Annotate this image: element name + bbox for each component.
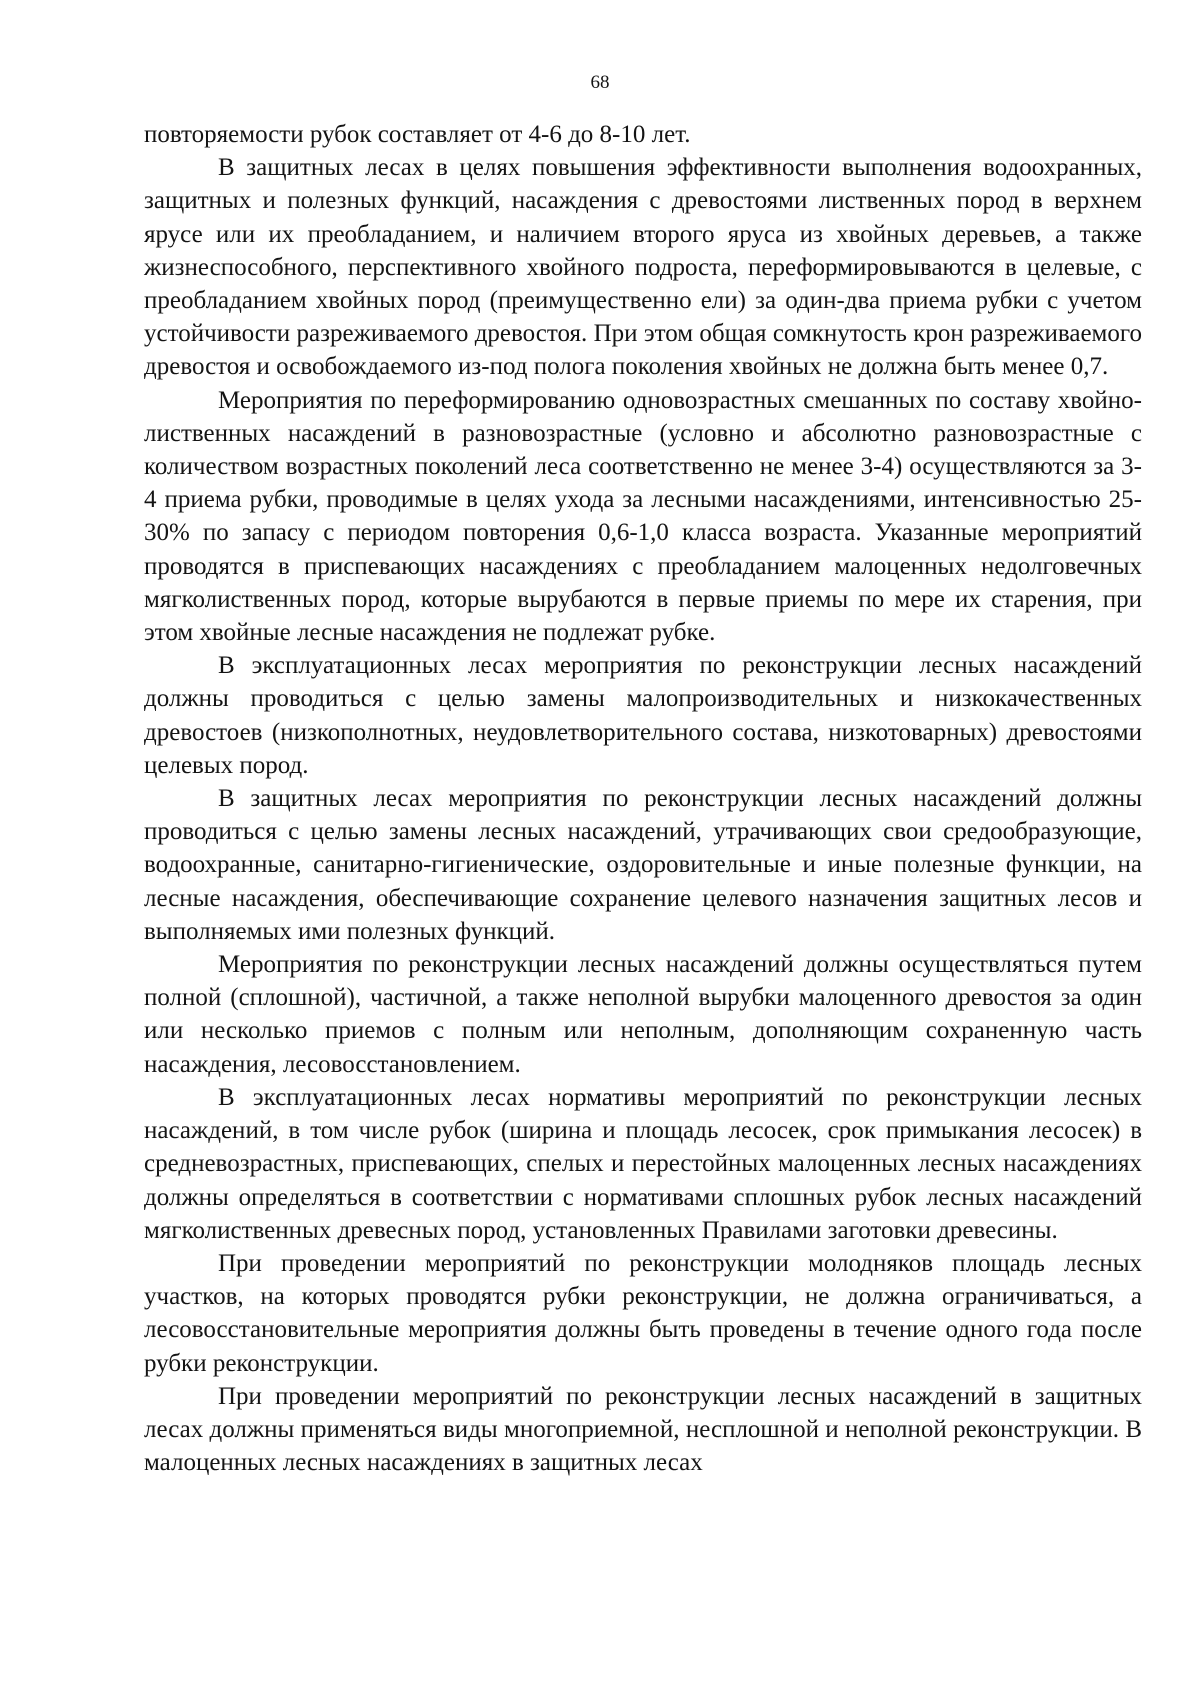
paragraph: В защитных лесах в целях повышения эффективности выполнения водоохранных, защитных и полезных функций, насаждения с древостоями лиственных пород в верхнем ярусе или их преобладанием, и наличием второго яруса из хвойных деревьев, а также жизнеспособного, перспективного хвойного подроста, переформировываются в целевые, с преобладанием хвойных пород (преимущественно ели) за один-два приема рубки с учетом устойчивости разреживаемого древостоя. При этом общая сомкнутость крон разреживаемого древостоя и освобождаемого из-под полога поколения хвойных не должна быть менее 0,7. [144, 154, 1142, 381]
paragraph: Мероприятия по реконструкции лесных насаждений должны осуществляться путем полной (сплошной), частичной, а также неполной вырубки малоценного древостоя за один или несколько приемов с полным или неполным, дополняющим сохраненную часть насаждения, лесовосстановлением. [144, 951, 1142, 1078]
paragraph: В защитных лесах мероприятия по реконструкции лесных насаждений должны проводиться с целью замены лесных насаждений, утрачивающих свои средообразующие, водоохранные, санитарно-гигиенические, оздоровительные и иные полезные функции, на лесные насаждения, обеспечивающие сохранение целевого назначения защитных лесов и выполняемых ими полезных функций. [144, 785, 1142, 945]
paragraph: При проведении мероприятий по реконструкции молодняков площадь лесных участков, на которых проводятся рубки реконструкции, не должна ограничиваться, а лесовосстановительные мероприятия должны быть проведены в течение одного года после рубки реконструкции. [144, 1249, 1142, 1377]
paragraph-continuation: повторяемости рубок составляет от 4-6 до 8-10 лет. [144, 121, 691, 148]
document-body [144, 118, 1142, 1479]
paragraph: В эксплуатационных лесах мероприятия по реконструкции лесных насаждений должны проводиться с целью замены малопроизводительных и низкокачественных древостоев (низкополнотных, неудовлетворительного состава, низкотоварных) древостоями целевых пород. [144, 652, 1142, 779]
paragraph: При проведении мероприятий по реконструкции лесных насаждений в защитных лесах должны применяться виды многоприемной, несплошной и неполной реконструкции. В малоценных лесных насаждениях в защитных лесах [144, 1382, 1142, 1477]
paragraph: В эксплуатационных лесах нормативы мероприятий по реконструкции лесных насаждений, в том числе рубок (ширина и площадь лесосек, срок примыкания лесосек) в средневозрастных, приспевающих, спелых и перестойных малоценных лесных насаждениях должны определяться в соответствии с нормативами сплошных рубок лесных насаждений мягколиственных древесных пород, установленных Правилами заготовки древесины. [144, 1083, 1142, 1244]
paragraph: Мероприятия по переформированию одновозрастных смешанных по составу хвойно-лиственных насаждений в разновозрастные (условно и абсолютно разновозрастные с количеством возрастных поколений леса соответственно не менее 3-4) осуществляются за 3-4 приема рубки, проводимые в целях ухода за лесными насаждениями, интенсивностью 25-30% по запасу с периодом повторения 0,6-1,0 класса возраста. Указанные мероприятий проводятся в приспевающих насаждениях с преобладанием малоценных недолговечных мягколиственных пород, которые вырубаются в первые приемы по мере их старения, при этом хвойные лесные насаждения не подлежат рубке. [144, 386, 1142, 647]
page-number: 68 [590, 72, 610, 93]
